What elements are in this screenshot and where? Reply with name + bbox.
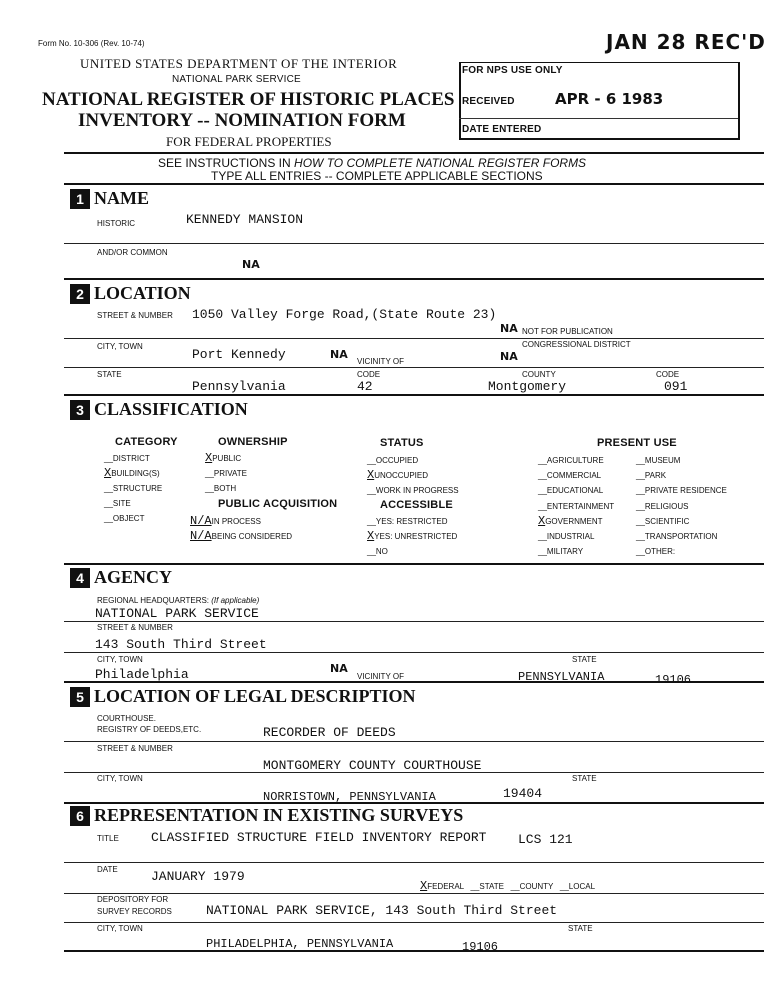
received-label: RECEIVED <box>462 96 515 107</box>
present-use-label: INDUSTRIAL <box>546 532 595 541</box>
acquisition-mark: N/A <box>190 514 212 528</box>
status-label: UNOCCUPIED <box>374 471 428 480</box>
present-use-blank: __ <box>636 516 645 526</box>
city-label: CITY, TOWN <box>97 342 143 351</box>
accessible-heading: ACCESSIBLE <box>380 499 453 511</box>
instructions-prefix: SEE INSTRUCTIONS IN <box>158 156 291 170</box>
present-use-label: TRANSPORTATION <box>644 532 718 541</box>
congressional-district-label: CONGRESSIONAL DISTRICT <box>522 340 631 349</box>
instructions-reference: HOW TO COMPLETE NATIONAL REGISTER FORMS <box>294 156 587 170</box>
present-use-option <box>538 529 638 543</box>
accessible-option <box>367 514 507 528</box>
agency-city-value: Philadelphia <box>95 667 189 682</box>
state-value: Pennsylvania <box>192 379 286 394</box>
category-label: SITE <box>112 499 131 508</box>
present-use-option <box>636 529 756 543</box>
status-option <box>367 453 507 467</box>
section-4-title: AGENCY <box>94 567 173 587</box>
category-label: BUILDING(S) <box>111 469 160 478</box>
accessible-label: YES: UNRESTRICTED <box>374 532 458 541</box>
agency-state-label: STATE <box>572 655 597 664</box>
status-blank: __ <box>367 486 376 495</box>
federal-option: FEDERAL <box>427 882 464 891</box>
ownership-option <box>205 466 325 480</box>
courthouse-value: RECORDER OF DEEDS <box>263 725 396 740</box>
present-use-option <box>636 468 756 482</box>
depository-zip-value: 19106 <box>462 940 499 954</box>
regional-hq-label-text: REGIONAL HEADQUARTERS: <box>97 596 210 605</box>
legal-city-label: CITY, TOWN <box>97 774 143 783</box>
legal-street-label: STREET & NUMBER <box>97 744 173 753</box>
present-use-label: COMMERCIAL <box>546 471 602 481</box>
present-use-blank: __ <box>538 471 547 481</box>
ownership-label: BOTH <box>213 484 237 493</box>
section-1-number: 1 <box>70 189 90 209</box>
city-value: Port Kennedy <box>192 347 286 362</box>
state-code-value: 42 <box>357 379 373 394</box>
service-name: NATIONAL PARK SERVICE <box>172 74 301 85</box>
ownership-option <box>205 481 325 495</box>
acquisition-label: IN PROCESS <box>211 517 261 526</box>
county-value: Montgomery <box>488 379 567 394</box>
present-use-option <box>636 499 756 513</box>
present-use-label: MUSEUM <box>644 456 681 465</box>
date-entered-label: DATE ENTERED <box>462 124 542 135</box>
accessible-blank: __ <box>367 517 376 526</box>
accessible-label: NO <box>375 547 388 556</box>
status-mark: X <box>367 468 375 482</box>
agency-zip-value: 19106 <box>655 673 692 687</box>
form-title-2: INVENTORY -- NOMINATION FORM <box>78 110 406 131</box>
common-name-label: AND/OR COMMON <box>97 248 168 257</box>
category-option <box>104 481 194 495</box>
present-use-blank: __ <box>636 456 645 465</box>
present-use-label: ENTERTAINMENT <box>546 501 615 511</box>
present-use-option <box>636 514 756 528</box>
present-use-blank: __ <box>538 456 547 465</box>
present-use-blank: __ <box>538 486 547 496</box>
present-use-option <box>538 483 638 497</box>
category-blank: __ <box>104 454 113 463</box>
survey-lcs-value: LCS 121 <box>518 832 573 847</box>
status-option <box>367 468 507 482</box>
congressional-district-value: NA <box>500 350 518 363</box>
accessible-option <box>367 544 507 558</box>
depository-value: NATIONAL PARK SERVICE, 143 South Third Street <box>206 903 558 918</box>
section-5-number: 5 <box>70 687 90 707</box>
agency-city-label: CITY, TOWN <box>97 655 143 664</box>
present-use-blank: __ <box>636 532 645 541</box>
survey-date-label: DATE <box>97 865 118 874</box>
county-code-value: 091 <box>664 379 688 394</box>
depository-city-value: PHILADELPHIA, PENNSYLVANIA <box>206 937 394 951</box>
category-heading: CATEGORY <box>115 436 178 448</box>
present-use-option <box>538 453 638 467</box>
category-option <box>104 451 194 465</box>
accessible-option <box>367 529 507 543</box>
historic-name-value: KENNEDY MANSION <box>186 212 304 227</box>
present-use-label: EDUCATIONAL <box>546 486 604 496</box>
state-code-label: CODE <box>357 370 381 379</box>
present-use-option <box>538 544 638 558</box>
section-6-number: 6 <box>70 806 90 826</box>
not-for-publication-mark: NA <box>500 322 518 335</box>
present-use-blank: __ <box>538 501 547 511</box>
ownership-blank: __ <box>205 484 214 493</box>
nps-box-title: FOR NPS USE ONLY <box>462 65 563 76</box>
legal-zip-value: 19404 <box>503 786 543 801</box>
present-use-option <box>636 453 756 467</box>
survey-date-value: JANUARY 1979 <box>151 869 245 884</box>
category-blank: __ <box>104 484 113 493</box>
present-use-label: AGRICULTURE <box>546 456 604 465</box>
status-option <box>367 483 507 497</box>
accessible-label: YES: RESTRICTED <box>375 517 448 526</box>
ownership-label: PRIVATE <box>213 469 247 478</box>
ownership-option <box>205 451 325 465</box>
street-value: 1050 Valley Forge Road,(State Route 23) <box>192 307 497 322</box>
agency-street-label: STREET & NUMBER <box>97 623 173 632</box>
present-use-blank: __ <box>636 501 645 511</box>
survey-title-label: TITLE <box>97 834 119 843</box>
present-use-label: MILITARY <box>546 547 584 557</box>
depository-label-1: DEPOSITORY FOR <box>97 895 169 904</box>
local-option: LOCAL <box>568 882 596 891</box>
section-3-number: 3 <box>70 400 90 420</box>
historic-label: HISTORIC <box>97 219 136 228</box>
present-use-mark: X <box>538 513 546 528</box>
accessible-blank: __ <box>367 547 376 556</box>
category-label: OBJECT <box>112 514 145 523</box>
not-for-publication-label: NOT FOR PUBLICATION <box>522 327 613 336</box>
regional-hq-value: NATIONAL PARK SERVICE <box>95 606 259 621</box>
present-use-label: OTHER: <box>644 547 676 557</box>
category-label: DISTRICT <box>112 454 150 463</box>
present-use-blank: __ <box>636 471 645 481</box>
county-option: COUNTY <box>519 882 554 891</box>
acquisition-option <box>190 514 330 528</box>
category-label: STRUCTURE <box>112 484 163 493</box>
ownership-mark: X <box>205 451 213 465</box>
regional-hq-note: (If applicable) <box>211 596 260 605</box>
vicinity-mark: NA <box>330 348 348 361</box>
courthouse-label-1: COURTHOUSE. <box>97 714 156 723</box>
survey-title-value: CLASSIFIED STRUCTURE FIELD INVENTORY REPORT <box>151 830 487 845</box>
status-label: OCCUPIED <box>375 456 419 465</box>
present-use-option <box>538 514 638 528</box>
category-blank: __ <box>104 499 113 508</box>
present-use-blank: __ <box>636 547 645 557</box>
category-option <box>104 466 194 480</box>
form-number: Form No. 10-306 (Rev. 10-74) <box>38 39 145 48</box>
section-2-title: LOCATION <box>94 283 191 303</box>
present-use-label: SCIENTIFIC <box>644 516 690 526</box>
present-use-option <box>538 499 638 513</box>
section-5-title: LOCATION OF LEGAL DESCRIPTION <box>94 686 416 706</box>
agency-vicinity-label: VICINITY OF <box>357 672 404 681</box>
agency-street-value: 143 South Third Street <box>95 637 267 652</box>
depository-state-label: STATE <box>568 924 593 933</box>
ownership-heading: OWNERSHIP <box>218 436 288 448</box>
depository-label-2: SURVEY RECORDS <box>97 907 172 916</box>
status-heading: STATUS <box>380 437 424 449</box>
section-6-title: REPRESENTATION IN EXISTING SURVEYS <box>94 805 464 825</box>
public-acquisition-heading: PUBLIC ACQUISITION <box>218 498 338 510</box>
ownership-blank: __ <box>205 469 214 478</box>
common-name-value: NA <box>242 258 260 271</box>
present-use-label: RELIGIOUS <box>644 501 689 511</box>
present-use-heading: PRESENT USE <box>597 437 677 449</box>
survey-level-options: XFEDERAL __STATE __COUNTY __LOCAL <box>420 879 596 893</box>
section-2-number: 2 <box>70 284 90 304</box>
accessible-mark: X <box>367 529 375 543</box>
acquisition-label: BEING CONSIDERED <box>211 532 293 541</box>
legal-state-label: STATE <box>572 774 597 783</box>
category-option <box>104 496 194 510</box>
present-use-label: GOVERNMENT <box>545 516 603 526</box>
present-use-option <box>636 544 756 558</box>
form-subtitle: FOR FEDERAL PROPERTIES <box>166 134 332 149</box>
section-3-title: CLASSIFICATION <box>94 399 248 419</box>
county-code-label: CODE <box>656 370 680 379</box>
vicinity-label: VICINITY OF <box>357 357 404 366</box>
section-4-number: 4 <box>70 568 90 588</box>
department-name: UNITED STATES DEPARTMENT OF THE INTERIOR <box>80 56 398 71</box>
present-use-blank: __ <box>636 486 645 496</box>
section-1-title: NAME <box>94 188 149 208</box>
received-stamp-top: JAN 28 REC'D <box>606 30 766 54</box>
instructions-line-1 <box>158 156 586 170</box>
agency-vicinity-mark: NA <box>330 662 348 675</box>
state-option: STATE <box>479 882 504 891</box>
county-label: COUNTY <box>522 370 556 379</box>
category-option <box>104 511 194 525</box>
acquisition-mark: N/A <box>190 529 212 543</box>
present-use-blank: __ <box>538 547 547 557</box>
category-mark: X <box>104 466 112 480</box>
federal-mark: X <box>420 879 428 893</box>
status-blank: __ <box>367 456 376 465</box>
present-use-option <box>636 483 756 497</box>
depository-city-label: CITY, TOWN <box>97 924 143 933</box>
street-label: STREET & NUMBER <box>97 311 173 320</box>
form-title-1: NATIONAL REGISTER OF HISTORIC PLACES <box>42 89 455 110</box>
legal-city-value: NORRISTOWN, PENNSYLVANIA <box>263 790 436 804</box>
state-label: STATE <box>97 370 122 379</box>
ownership-label: PUBLIC <box>212 454 242 463</box>
present-use-label: PARK <box>644 471 667 481</box>
present-use-option <box>538 468 638 482</box>
acquisition-option <box>190 529 330 543</box>
present-use-label: PRIVATE RESIDENCE <box>644 486 727 496</box>
present-use-blank: __ <box>538 532 547 541</box>
courthouse-label-2: REGISTRY OF DEEDS,ETC. <box>97 725 202 734</box>
instructions-line-2: TYPE ALL ENTRIES -- COMPLETE APPLICABLE SECTIONS <box>211 169 543 183</box>
regional-hq-label <box>97 596 259 605</box>
agency-state-value: PENNSYLVANIA <box>518 670 605 684</box>
received-date-stamp: APR - 6 1983 <box>555 90 664 108</box>
category-blank: __ <box>104 514 113 523</box>
legal-street-value: MONTGOMERY COUNTY COURTHOUSE <box>263 758 482 773</box>
status-label: WORK IN PROGRESS <box>375 486 459 495</box>
